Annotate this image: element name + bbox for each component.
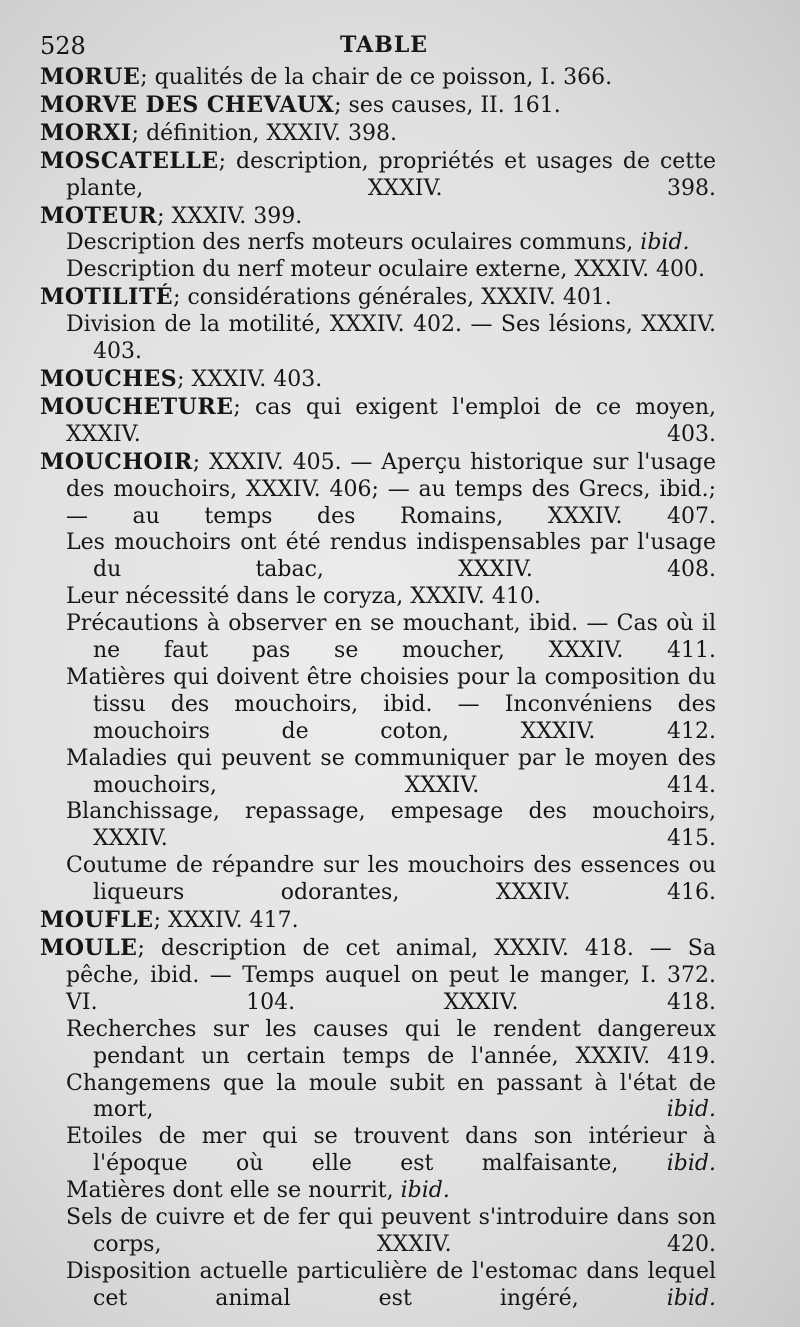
- entry-headword: MOUCHOIR: [40, 448, 193, 475]
- index-entry: [40, 366, 716, 394]
- index-entry: [40, 284, 716, 312]
- index-subentry: [40, 746, 716, 800]
- entry-text: Leur nécessité dans le coryza, XXXIV. 410.: [66, 584, 541, 610]
- index-subentry: [40, 1017, 716, 1071]
- index-subentry: [40, 257, 716, 284]
- index-subentry: [40, 1259, 716, 1313]
- entry-headword: MOUCHES: [40, 365, 178, 392]
- index-entry: [40, 64, 716, 92]
- index-subentry: [40, 584, 716, 611]
- entry-headword: MORUE: [40, 64, 141, 90]
- entry-text: Etoiles de mer qui se trouvent dans son intérieur à l'époque où elle est malfaisante,: [66, 1124, 716, 1177]
- entry-text: ; ses causes, II. 161.: [334, 92, 561, 118]
- index-entry: [40, 120, 716, 148]
- ibid-reference: ibid.: [666, 1285, 716, 1311]
- entry-text: Blanchissage, repassage, empesage des mouchoirs, XXXIV. 415.: [66, 799, 716, 852]
- index-subentry: [40, 530, 716, 584]
- entry-headword: MOUCHETURE: [40, 393, 234, 420]
- entry-headword: MOTILITÉ: [40, 284, 174, 311]
- index-subentry: [40, 799, 716, 853]
- running-title: TABLE: [340, 32, 429, 58]
- entry-text: Disposition actuelle particulière de l'estomac dans lequel cet animal est ingéré,: [66, 1258, 716, 1311]
- entry-text: Coutume de répandre sur les mouchoirs des essences ou liqueurs odorantes, XXXIV. 416.: [66, 853, 716, 906]
- ibid-reference: ibid.: [400, 1178, 450, 1204]
- ibid-reference: ibid.: [640, 230, 690, 256]
- entry-headword: MOTEUR: [40, 202, 158, 229]
- index-entry: [40, 935, 716, 1017]
- index-entry: [40, 92, 716, 120]
- index-entries: [40, 64, 716, 1313]
- entry-text: Changemens que la moule subit en passant à l'état de mort,: [66, 1070, 716, 1123]
- index-subentry: [40, 853, 716, 907]
- page-number: 528: [40, 32, 86, 60]
- index-subentry: [40, 230, 716, 257]
- entry-text: Les mouchoirs ont été rendus indispensables par l'usage du tabac, XXXIV. 408.: [66, 530, 716, 583]
- index-subentry: [40, 312, 716, 366]
- entry-text: ; cas qui exigent l'emploi de ce moyen, XXXIV. 403.: [66, 394, 716, 447]
- index-entry: [40, 907, 716, 935]
- index-subentry: [40, 1205, 716, 1259]
- page-header: [40, 32, 730, 62]
- index-subentry: [40, 1071, 716, 1125]
- index-entry: [40, 203, 716, 231]
- entry-headword: MORXI: [40, 119, 132, 146]
- entry-text: Précautions à observer en se mouchant, ibid. — Cas où il ne faut pas se moucher, XXXIV. 411.: [66, 611, 716, 664]
- entry-text: ; XXXIV. 403.: [177, 366, 323, 392]
- entry-text: Recherches sur les causes qui le rendent dangereux pendant un certain temps de l'année, XXXIV. 419.: [66, 1016, 716, 1069]
- index-entry: [40, 394, 716, 449]
- entry-text: ; description de cet animal, XXXIV. 418. — Sa pêche, ibid. — Temps auquel on peut le manger, I. 372. VI. 104. XXXIV. 418.: [66, 936, 716, 1015]
- entry-headword: MOSCATELLE: [40, 147, 219, 174]
- entry-text: ; XXXIV. 417.: [153, 908, 299, 934]
- entry-text: Matières dont elle se nourrit,: [66, 1178, 401, 1204]
- entry-text: Description du nerf moteur oculaire externe, XXXIV. 400.: [66, 257, 706, 283]
- ibid-reference: ibid.: [666, 1151, 716, 1177]
- entry-headword: MOUFLE: [40, 907, 154, 934]
- index-subentry: [40, 1178, 716, 1205]
- entry-text: Matières qui doivent être choisies pour la composition du tissu des mouchoirs, ibid. — Inconvéniens des mouchoirs de coton, XXXIV. 412.: [66, 664, 716, 744]
- index-entry: [40, 449, 716, 531]
- entry-text: ; qualités de la chair de ce poisson, I. 366.: [140, 65, 613, 90]
- index-subentry: [40, 665, 716, 746]
- entry-text: ; XXXIV. 399.: [157, 203, 303, 229]
- ibid-reference: ibid.: [666, 1097, 716, 1123]
- entry-text: Maladies qui peuvent se communiquer par le moyen des mouchoirs, XXXIV. 414.: [66, 745, 716, 798]
- entry-headword: MORVE DES CHEVAUX: [40, 91, 335, 118]
- entry-text: ; considérations générales, XXXIV. 401.: [173, 285, 612, 311]
- entry-text: Division de la motilité, XXXIV. 402. — Ses lésions, XXXIV. 403.: [66, 312, 716, 365]
- index-entry: [40, 148, 716, 203]
- entry-text: Sels de cuivre et de fer qui peuvent s'introduire dans son corps, XXXIV. 420.: [66, 1205, 716, 1257]
- entry-text: ; définition, XXXIV. 398.: [131, 120, 398, 146]
- index-subentry: [40, 1124, 716, 1178]
- entry-text: ; XXXIV. 405. — Aperçu historique sur l'usage des mouchoirs, XXXIV. 406; — au temps des Grecs, ibid.; — au temps des Romains, XXXIV. 407.: [66, 449, 716, 529]
- entry-headword: MOULE: [40, 935, 138, 961]
- entry-text: ; description, propriétés et usages de cette plante, XXXIV. 398.: [66, 148, 716, 201]
- entry-text: Description des nerfs moteurs oculaires communs,: [66, 230, 641, 256]
- index-subentry: [40, 611, 716, 665]
